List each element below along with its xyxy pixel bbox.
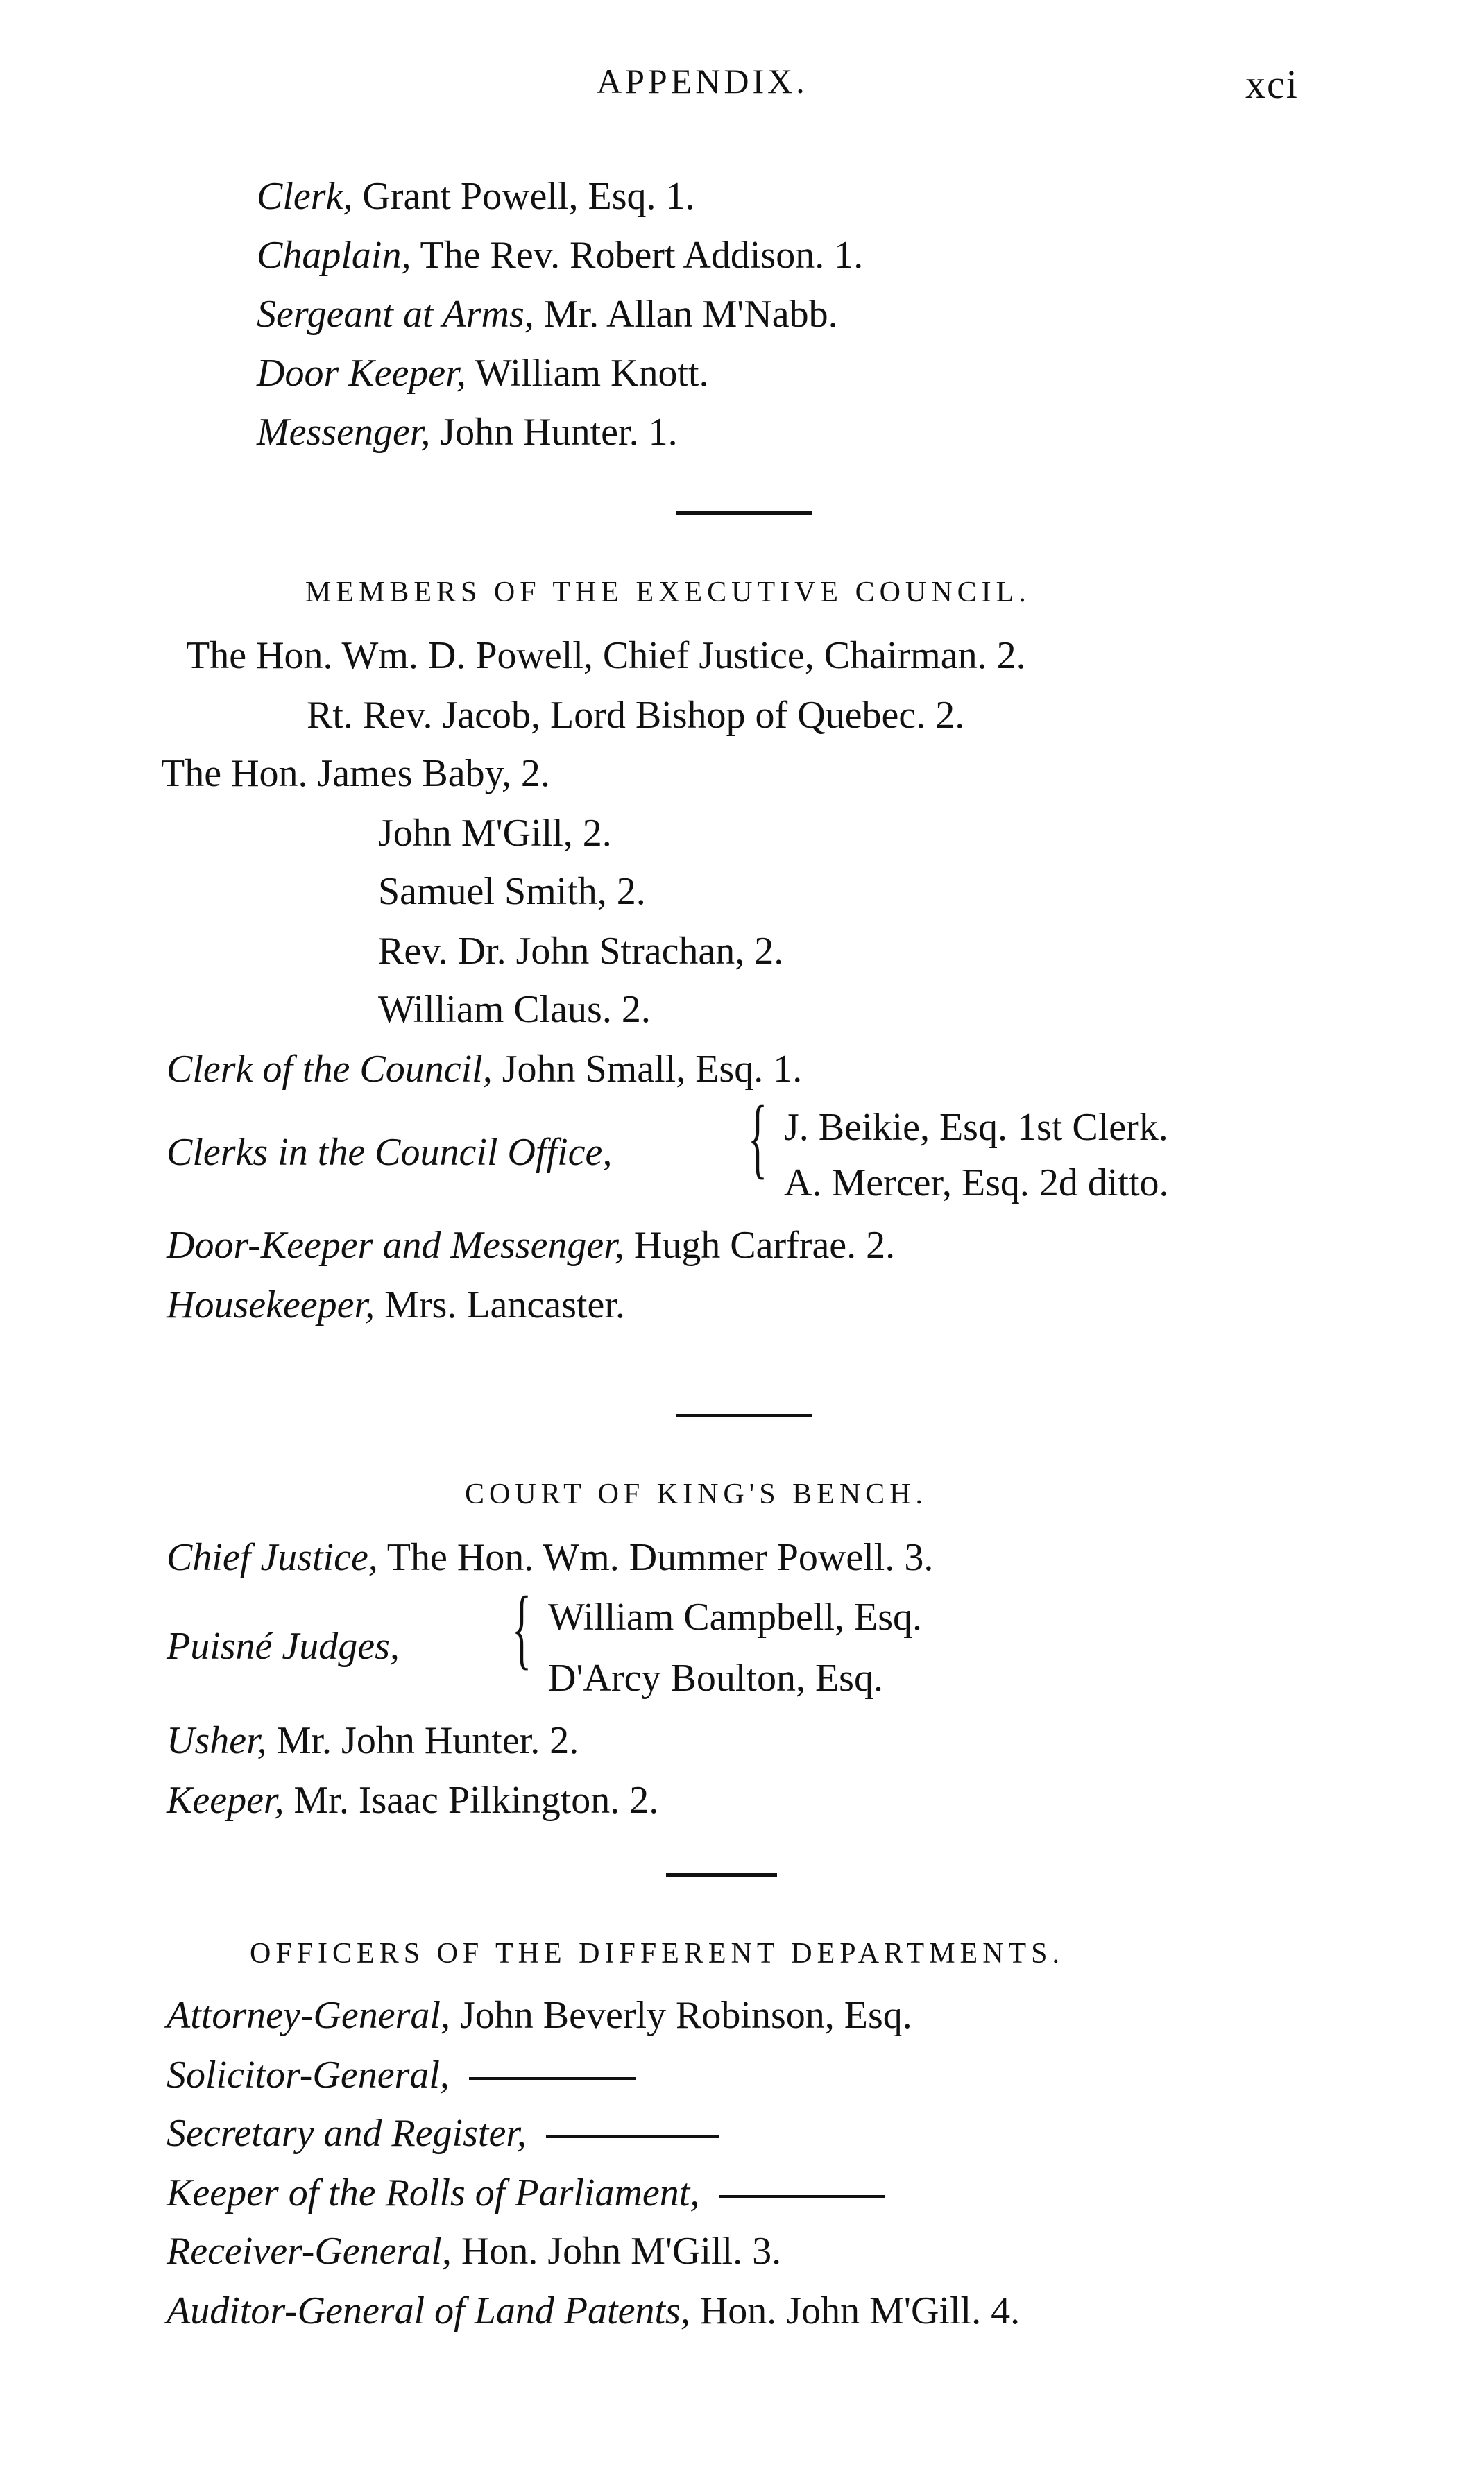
entry-clerk (257, 173, 694, 219)
entry-attorney-general (167, 1993, 912, 2038)
entry-council-clerk (167, 1046, 802, 1092)
entry-title: Clerks in the Council Office, (167, 1131, 613, 1174)
entry-name: Hugh Carfrae. 2. (624, 1224, 896, 1267)
entry-secretary-register (167, 2110, 719, 2156)
entry-sergeant-at-arms (257, 291, 838, 337)
entry-usher (167, 1718, 579, 1764)
council-member: Rev. Dr. John Strachan, 2. (378, 930, 784, 973)
entry-name: Grant Powell, Esq. 1. (352, 175, 695, 218)
entry-keeper (167, 1777, 658, 1823)
entry-name: Mr. Isaac Pilkington. 2. (284, 1779, 659, 1822)
running-header: APPENDIX. (597, 62, 808, 101)
entry-title: Clerk, (257, 175, 353, 218)
council-member: William Claus. 2. (378, 988, 651, 1031)
council-chairman: The Hon. Wm. D. Powell, Chief Justice, Chairman. 2. (186, 634, 1026, 677)
entry-title: Messenger, (257, 411, 431, 454)
entry-title: Puisné Judges, (167, 1625, 400, 1668)
brace-symbol: { (748, 1088, 768, 1188)
entry-name: Mr. John Hunter. 2. (266, 1719, 579, 1762)
entry-title: Door-Keeper and Messenger, (167, 1224, 624, 1267)
council-member: The Hon. James Baby, 2. (161, 752, 550, 795)
entry-door-keeper (257, 350, 709, 396)
entry-title: Keeper, (167, 1779, 284, 1822)
entry-title: Auditor-General of Land Patents, (167, 2289, 690, 2332)
entry-council-doorkeeper (167, 1222, 895, 1268)
entry-name: Hon. John M'Gill. 4. (690, 2289, 1021, 2332)
section-divider (666, 1873, 777, 1877)
entry-name: John Small, Esq. 1. (492, 1048, 803, 1091)
council-office-clerk: J. Beikie, Esq. 1st Clerk. (784, 1106, 1168, 1149)
entry-title: Sergeant at Arms, (257, 293, 534, 336)
brace-symbol: { (512, 1578, 532, 1678)
entry-messenger (257, 409, 678, 455)
entry-keeper-of-rolls (167, 2170, 885, 2216)
section-divider (676, 511, 812, 515)
entry-title: Usher, (167, 1719, 267, 1762)
entry-name: John Hunter. 1. (430, 411, 678, 454)
vacant-dash (546, 2135, 719, 2138)
section-heading: MEMBERS OF THE EXECUTIVE COUNCIL. (305, 577, 1031, 608)
entry-title: Clerk of the Council, (167, 1048, 493, 1091)
entry-title: Solicitor-General, (167, 2054, 450, 2097)
section-heading: OFFICERS OF THE DIFFERENT DEPARTMENTS. (250, 1938, 1065, 1970)
puisne-judge: William Campbell, Esq. (548, 1596, 922, 1639)
page-number: xci (1245, 62, 1299, 107)
council-member: Samuel Smith, 2. (378, 870, 646, 913)
entry-name: Mrs. Lancaster. (375, 1283, 625, 1326)
section-heading: COURT OF KING'S BENCH. (465, 1478, 928, 1510)
entry-chaplain (257, 232, 863, 278)
council-bishop: Rt. Rev. Jacob, Lord Bishop of Quebec. 2. (307, 694, 965, 737)
entry-name: The Hon. Wm. Dummer Powell. 3. (377, 1536, 934, 1579)
entry-receiver-general (167, 2228, 781, 2274)
entry-name: Hon. John M'Gill. 3. (451, 2230, 782, 2273)
entry-title: Chief Justice, (167, 1536, 378, 1579)
entry-name: Mr. Allan M'Nabb. (534, 293, 838, 336)
entry-name: William Knott. (466, 352, 709, 395)
vacant-dash (469, 2077, 636, 2080)
vacant-dash (719, 2195, 885, 2198)
entry-title: Housekeeper, (167, 1283, 375, 1326)
puisne-judge: D'Arcy Boulton, Esq. (548, 1657, 883, 1700)
entry-title: Secretary and Register, (167, 2112, 527, 2155)
entry-council-office-title (167, 1129, 612, 1175)
section-divider (676, 1414, 812, 1417)
entry-title: Receiver-General, (167, 2230, 452, 2273)
entry-auditor-general (167, 2288, 1020, 2334)
entry-title: Keeper of the Rolls of Parliament, (167, 2171, 700, 2215)
entry-housekeeper (167, 1282, 625, 1328)
council-office-clerk: A. Mercer, Esq. 2d ditto. (784, 1161, 1169, 1204)
council-member: John M'Gill, 2. (378, 812, 612, 855)
entry-puisne-title (167, 1623, 400, 1669)
entry-chief-justice (167, 1535, 933, 1580)
entry-title: Attorney-General, (167, 1994, 450, 2037)
entry-solicitor-general (167, 2052, 636, 2098)
entry-title: Door Keeper, (257, 352, 466, 395)
entry-title: Chaplain, (257, 234, 411, 277)
entry-name: John Beverly Robinson, Esq. (450, 1994, 912, 2037)
entry-name: The Rev. Robert Addison. 1. (411, 234, 864, 277)
